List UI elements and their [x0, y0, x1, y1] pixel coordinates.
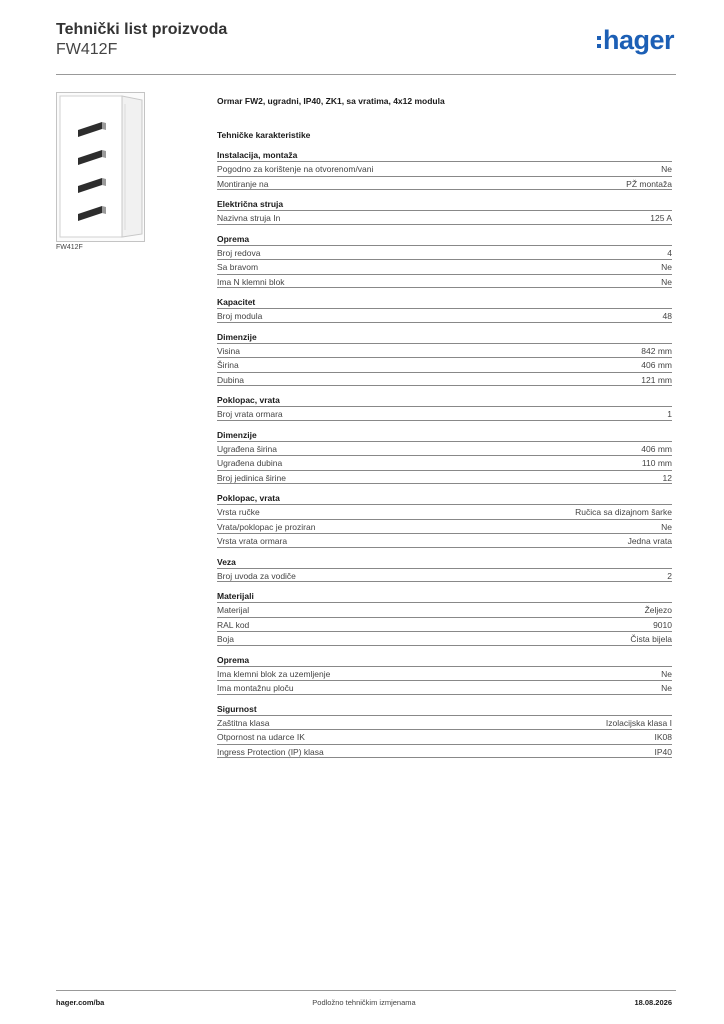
spec-row	[217, 161, 672, 176]
spec-value: Ne	[661, 521, 672, 532]
spec-value: 4	[667, 247, 672, 258]
spec-label: Vrata/poklopac je proziran	[217, 521, 316, 532]
spec-group	[217, 646, 672, 695]
spec-label: Vrsta ručke	[217, 507, 260, 517]
spec-row	[217, 455, 672, 470]
spec-row	[217, 406, 672, 421]
spec-value: 842 mm	[641, 345, 672, 356]
spec-value: 2	[667, 570, 672, 581]
page-footer	[56, 998, 672, 1010]
spec-row	[217, 504, 672, 519]
spec-row	[217, 568, 672, 583]
spec-label: Otpornost na udarce IK	[217, 732, 305, 742]
spec-row	[217, 343, 672, 358]
spec-group	[217, 323, 672, 387]
spec-value: Ne	[661, 262, 672, 272]
spec-group-title: Poklopac, vrata	[217, 395, 280, 405]
logo-text: hager	[602, 25, 674, 55]
spec-label: Ima N klemni blok	[217, 276, 285, 287]
spec-label: Sa bravom	[217, 262, 259, 272]
spec-value: 9010	[653, 619, 672, 630]
product-description: Ormar FW2, ugradni, IP40, ZK1, sa vratima, 4x12 modula	[217, 96, 445, 106]
spec-value: 125 A	[650, 213, 672, 223]
spec-row	[217, 680, 672, 695]
spec-row	[217, 357, 672, 372]
spec-row	[217, 631, 672, 646]
spec-value: IK08	[654, 732, 672, 742]
spec-group-title: Materijali	[217, 591, 254, 601]
spec-row	[217, 245, 672, 260]
spec-group	[217, 695, 672, 759]
spec-row	[217, 210, 672, 225]
hager-logo	[597, 26, 674, 54]
spec-row	[217, 744, 672, 759]
spec-label: Širina	[217, 360, 239, 370]
spec-row	[217, 308, 672, 323]
spec-group	[217, 288, 672, 323]
spec-group	[217, 190, 672, 225]
header-divider	[56, 74, 676, 75]
spec-value: Ne	[661, 683, 672, 693]
spec-value: Izolacijska klasa I	[605, 717, 672, 728]
spec-label: Nazivna struja In	[217, 213, 281, 223]
spec-label: Broj jedinica širine	[217, 472, 286, 483]
image-caption: FW412F	[56, 244, 83, 251]
spec-value: Ne	[661, 164, 672, 174]
spec-label: Visina	[217, 345, 240, 356]
product-code: FW412F	[56, 41, 118, 58]
technical-characteristics-heading: Tehničke karakteristike	[217, 130, 311, 140]
spec-group-title: Električna struja	[217, 199, 284, 209]
spec-value: Ručica sa dizajnom šarke	[575, 507, 672, 517]
spec-group	[217, 225, 672, 289]
spec-value: Ne	[661, 276, 672, 287]
spec-group-title: Kapacitet	[217, 297, 256, 307]
spec-row	[217, 441, 672, 456]
spec-row	[217, 533, 672, 548]
spec-group-title: Instalacija, montaža	[217, 150, 298, 160]
spec-value: Ne	[661, 668, 672, 679]
spec-label: Broj modula	[217, 311, 263, 321]
page-header	[56, 20, 676, 70]
footer-website: hager.com/ba	[56, 998, 105, 1007]
spec-label: Ugrađena dubina	[217, 458, 283, 468]
spec-row	[217, 602, 672, 617]
spec-group	[217, 582, 672, 646]
spec-label: Boja	[217, 634, 235, 644]
spec-value: 121 mm	[641, 374, 672, 385]
spec-label: Ingress Protection (IP) klasa	[217, 746, 324, 757]
spec-group-title: Dimenzije	[217, 429, 257, 440]
spec-groups	[217, 141, 672, 758]
spec-label: Broj uvoda za vodiče	[217, 570, 296, 581]
spec-row	[217, 519, 672, 534]
spec-value: 48	[662, 311, 672, 321]
spec-group-title: Poklopac, vrata	[217, 493, 280, 503]
spec-row	[217, 274, 672, 289]
spec-label: Ugrađena širina	[217, 443, 278, 454]
spec-label: Ima klemni blok za uzemljenje	[217, 668, 331, 679]
spec-label: Broj redova	[217, 247, 261, 258]
spec-label: Broj vrata ormara	[217, 409, 283, 419]
document-title: Tehnički list proizvoda	[56, 21, 228, 38]
spec-group	[217, 386, 672, 421]
footer-notice: Podložno tehničkim izmjenama	[312, 998, 416, 1007]
footer-divider	[56, 990, 676, 991]
spec-row	[217, 259, 672, 274]
spec-row	[217, 729, 672, 744]
spec-label: Dubina	[217, 374, 244, 385]
spec-group	[217, 548, 672, 583]
spec-label: Vrsta vrata ormara	[217, 536, 288, 546]
spec-label: Ima montažnu ploču	[217, 683, 294, 693]
spec-group-title: Oprema	[217, 654, 250, 665]
spec-value: 406 mm	[641, 443, 672, 454]
logo-dots-icon	[597, 36, 601, 48]
spec-row	[217, 715, 672, 730]
spec-label: Pogodno za korištenje na otvorenom/vani	[217, 164, 374, 174]
spec-value: 406 mm	[641, 360, 672, 370]
spec-value: 110 mm	[641, 458, 672, 468]
spec-group-title: Sigurnost	[217, 703, 257, 714]
spec-group	[217, 141, 672, 190]
spec-value: IP40	[654, 746, 672, 757]
spec-row	[217, 666, 672, 681]
spec-group	[217, 421, 672, 485]
spec-value: Jedna vrata	[627, 536, 672, 546]
spec-group	[217, 484, 672, 548]
spec-label: RAL kod	[217, 619, 250, 630]
spec-group-title: Oprema	[217, 233, 250, 244]
spec-value: 12	[662, 472, 672, 483]
spec-row	[217, 372, 672, 387]
spec-row	[217, 176, 672, 191]
footer-date: 18.08.2026	[634, 998, 672, 1007]
spec-label: Zaštitna klasa	[217, 717, 270, 728]
spec-group-title: Veza	[217, 556, 236, 567]
distribution-cabinet-image	[56, 92, 145, 242]
spec-group-title: Dimenzije	[217, 331, 257, 342]
spec-row	[217, 470, 672, 485]
spec-value: Čista bijela	[630, 634, 672, 644]
specifications	[217, 95, 672, 758]
spec-value: Željezo	[644, 605, 672, 615]
spec-value: PŽ montaža	[626, 178, 672, 189]
spec-value: 1	[667, 409, 672, 419]
spec-row	[217, 617, 672, 632]
spec-label: Materijal	[217, 605, 250, 615]
spec-label: Montiranje na	[217, 178, 269, 189]
